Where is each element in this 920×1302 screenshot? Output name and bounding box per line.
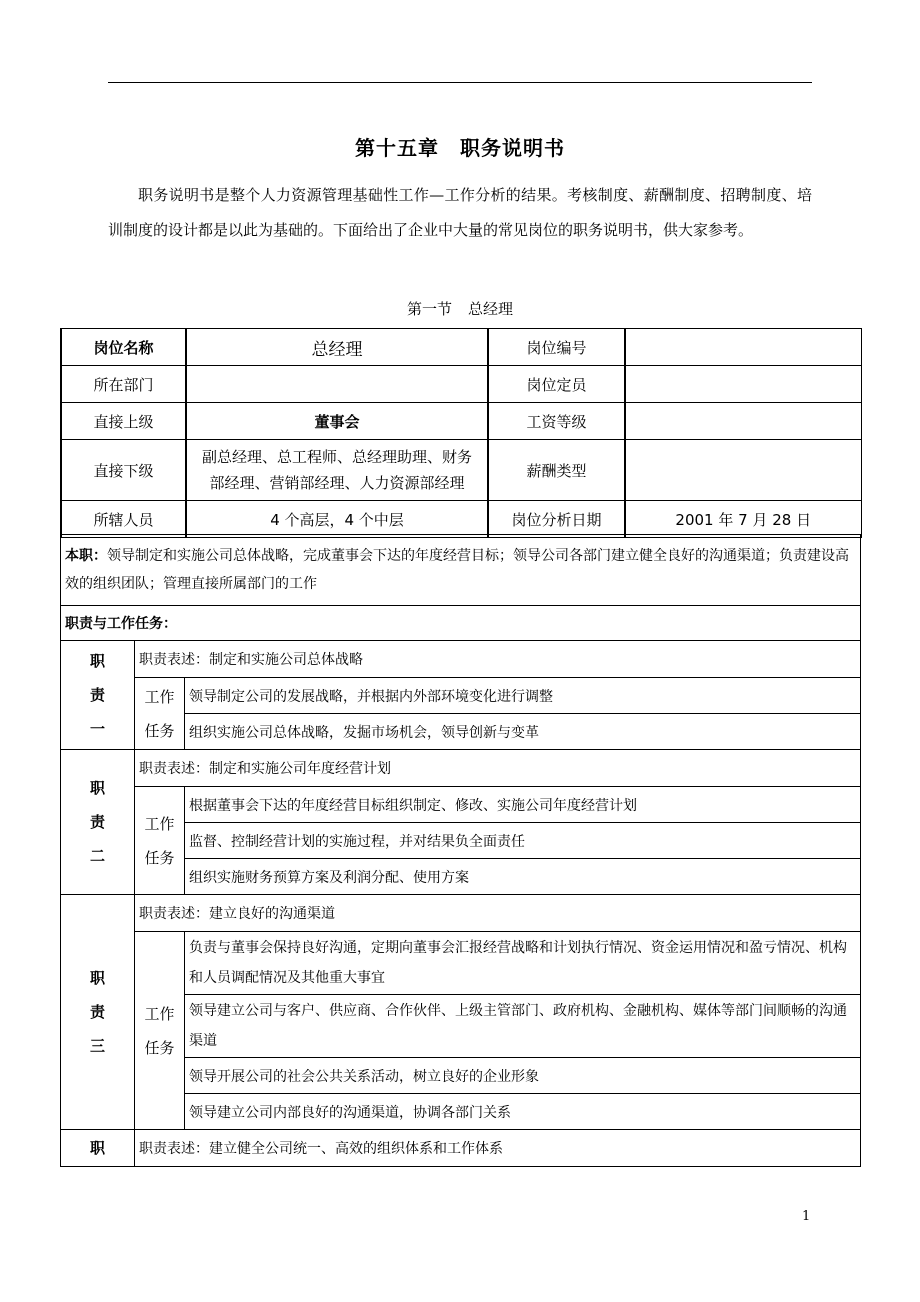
duty-1-label (61, 641, 135, 750)
info-row-subordinates (61, 440, 861, 501)
section-name: 总经理 (468, 300, 514, 318)
section-number: 第一节 (406, 300, 452, 318)
duty-3-char-2: 责 (89, 1003, 105, 1021)
duty-2-task-label (135, 787, 185, 895)
info-row-staff (61, 501, 861, 538)
intro-paragraph: 职务说明书是整个人力资源管理基础性工作—工作分析的结果。考核制度、薪酬制度、招聘制度、培训制度的设计都是以此为基础的。下面给出了企业中大量的常见岗位的职务说明书，供大家参考。 (108, 186, 812, 239)
duty-2-char-1: 职 (89, 779, 105, 797)
duty-2-desc: 职责表述：制定和实施公司年度经营计划 (135, 750, 861, 787)
benzhi-text: 领导制定和实施公司总体战略，完成董事会下达的年度经营目标；领导公司各部门建立健全良好的沟通渠道；负责建设高效的组织团队；管理直接所属部门的工作 (65, 548, 849, 592)
duty-2-task-2: 监督、控制经营计划的实施过程，并对结果负全面责任 (185, 823, 861, 859)
label-position-code: 岗位编号 (488, 329, 625, 366)
label-subordinates: 直接下级 (61, 440, 186, 501)
duty-3-label (61, 895, 135, 1130)
duty-3-task-row (61, 932, 861, 995)
value-salary-grade (625, 403, 861, 440)
benzhi-label: 本职： (65, 548, 107, 564)
duty-3-desc-row (61, 895, 861, 932)
info-row-position-name (61, 329, 861, 366)
duty-1-char-3: 一 (89, 720, 105, 738)
duty-1-char-2: 责 (89, 686, 105, 704)
duty-2-label (61, 750, 135, 895)
chapter-title: 第十五章 职务说明书 (355, 136, 565, 160)
duty-4-label: 职 (61, 1130, 135, 1167)
label-superior: 直接上级 (61, 403, 186, 440)
responsibility-heading: 职责与工作任务： (61, 606, 861, 641)
duty-1-task-label (135, 678, 185, 750)
duty-3-char-1: 职 (89, 969, 105, 987)
duty-3-desc: 职责表述：建立良好的沟通渠道 (135, 895, 861, 932)
responsibility-heading-row (61, 606, 861, 641)
duty-2-desc-row (61, 750, 861, 787)
task-label-line-1: 工作 (144, 1004, 175, 1023)
duty-2-char-2: 责 (89, 813, 105, 831)
label-position-name: 岗位名称 (61, 329, 186, 366)
task-label-line-2: 任务 (144, 848, 175, 867)
label-headcount: 岗位定员 (488, 366, 625, 403)
label-analysis-date: 岗位分析日期 (488, 501, 625, 538)
benzhi-cell (61, 535, 861, 606)
duty-1-task-row (61, 678, 861, 714)
duty-2-task-row (61, 787, 861, 823)
info-row-superior (61, 403, 861, 440)
info-row-department (61, 366, 861, 403)
task-label-line-1: 工作 (144, 814, 175, 833)
duty-2-task-1: 根据董事会下达的年度经营目标组织制定、修改、实施公司年度经营计划 (185, 787, 861, 823)
value-subordinates (186, 440, 488, 501)
value-pay-type (625, 440, 861, 501)
responsibility-table (60, 534, 861, 1167)
duty-2-char-3: 二 (89, 847, 105, 865)
value-analysis-date: 2001 年 7 月 28 日 (625, 501, 861, 538)
task-label-line-2: 任务 (144, 1038, 175, 1057)
duty-4-desc-row (61, 1130, 861, 1167)
duty-1-task-2: 组织实施公司总体战略，发掘市场机会，领导创新与变革 (185, 714, 861, 750)
value-position-name: 总经理 (186, 329, 488, 366)
value-department (186, 366, 488, 403)
duty-3-task-4: 领导建立公司内部良好的沟通渠道，协调各部门关系 (185, 1094, 861, 1130)
value-headcount (625, 366, 861, 403)
duty-3-task-3: 领导开展公司的社会公共关系活动，树立良好的企业形象 (185, 1058, 861, 1094)
job-info-table (60, 328, 862, 538)
duty-3-task-label (135, 932, 185, 1130)
duty-3-task-1: 负责与董事会保持良好沟通，定期向董事会汇报经营战略和计划执行情况、资金运用情况和盈亏情况、机构和人员调配情况及其他重大事宜 (185, 932, 861, 995)
duty-1-desc-row (61, 641, 861, 678)
duty-1-desc: 职责表述：制定和实施公司总体战略 (135, 641, 861, 678)
duty-1-task-1: 领导制定公司的发展战略，并根据内外部环境变化进行调整 (185, 678, 861, 714)
subordinates-line-2: 部经理、营销部经理、人力资源部经理 (209, 474, 465, 492)
duty-3-task-2: 领导建立公司与客户、供应商、合作伙伴、上级主管部门、政府机构、金融机构、媒体等部门间顺畅的沟通渠道 (185, 995, 861, 1058)
label-department: 所在部门 (61, 366, 186, 403)
label-pay-type: 薪酬类型 (488, 440, 625, 501)
value-position-code (625, 329, 861, 366)
value-staff: 4 个高层，4 个中层 (186, 501, 488, 538)
label-staff: 所辖人员 (61, 501, 186, 538)
duty-3-char-3: 三 (89, 1037, 105, 1055)
header-rule (108, 82, 812, 83)
page-number: 1 (802, 1209, 811, 1224)
subordinates-line-1: 副总经理、总工程师、总经理助理、财务 (201, 448, 472, 466)
value-superior: 董事会 (186, 403, 488, 440)
task-label-line-1: 工作 (144, 687, 175, 706)
benzhi-row (61, 535, 861, 606)
duty-2-task-3: 组织实施财务预算方案及利润分配、使用方案 (185, 859, 861, 895)
task-label-line-2: 任务 (144, 721, 175, 740)
duty-4-desc: 职责表述：建立健全公司统一、高效的组织体系和工作体系 (135, 1130, 861, 1167)
section-title (0, 298, 920, 319)
label-salary-grade: 工资等级 (488, 403, 625, 440)
duty-1-char-1: 职 (89, 652, 105, 670)
